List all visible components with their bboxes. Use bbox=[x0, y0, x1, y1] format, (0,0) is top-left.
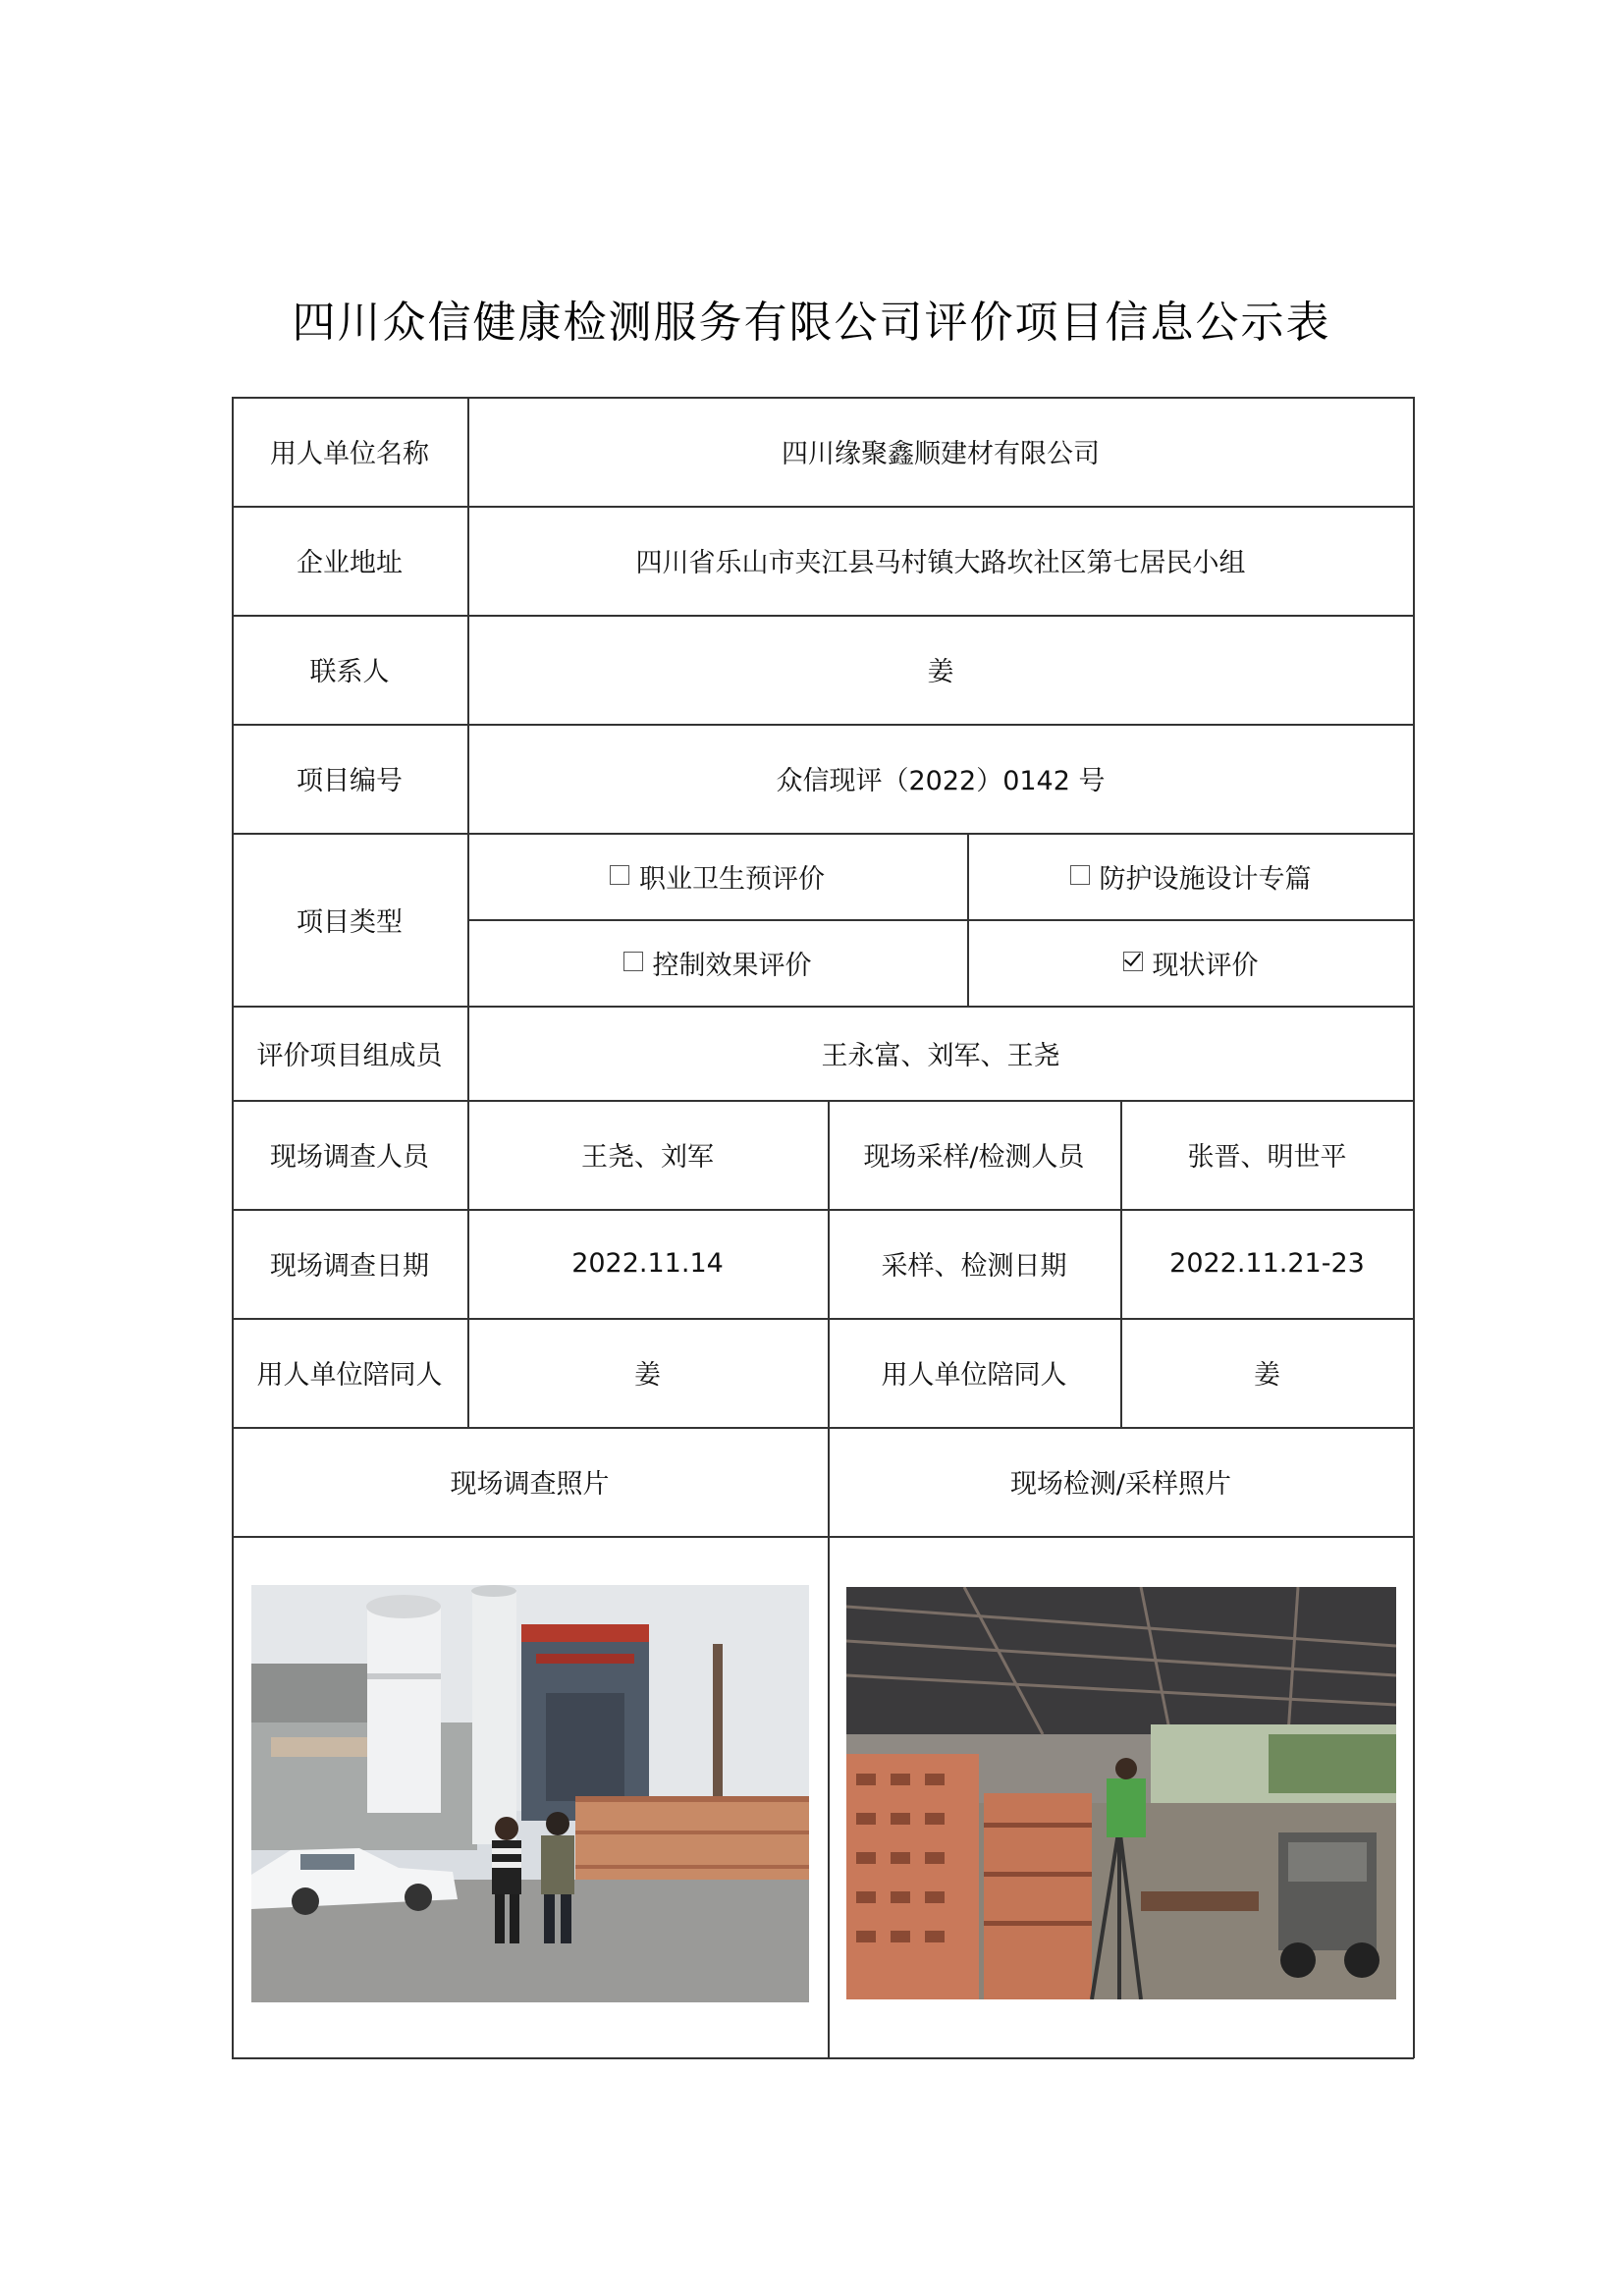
unit-name-value: 四川缘聚鑫顺建材有限公司 bbox=[782, 439, 1100, 469]
escort-value: 姜 bbox=[634, 1360, 661, 1391]
sampling-photo bbox=[846, 1587, 1396, 1999]
escort-value-2: 姜 bbox=[1254, 1360, 1280, 1391]
survey-staff-label: 现场调查人员 bbox=[270, 1142, 429, 1173]
survey-date-label: 现场调查日期 bbox=[270, 1251, 429, 1282]
team-label: 评价项目组成员 bbox=[256, 1040, 443, 1071]
option-label: 职业卫生预评价 bbox=[639, 863, 825, 895]
sampling-date-value: 2022.11.21-23 bbox=[1169, 1248, 1365, 1279]
option-pre-evaluation[interactable] bbox=[467, 833, 967, 919]
option-label: 防护设施设计专篇 bbox=[1099, 863, 1312, 895]
option-status-evaluation[interactable] bbox=[967, 919, 1414, 1006]
project-no-label: 项目编号 bbox=[297, 766, 403, 796]
sampling-staff-label: 现场采样/检测人员 bbox=[863, 1142, 1085, 1173]
contact-label: 联系人 bbox=[309, 657, 390, 687]
sampling-staff-value: 张晋、明世平 bbox=[1187, 1142, 1347, 1173]
project-no-value: 众信现评（2022）0142 号 bbox=[776, 766, 1106, 796]
address-value: 四川省乐山市夹江县马村镇大路坎社区第七居民小组 bbox=[635, 548, 1246, 578]
survey-photo-label: 现场调查照片 bbox=[450, 1469, 610, 1500]
page-title: 四川众信健康检测服务有限公司评价项目信息公示表 bbox=[292, 298, 1331, 348]
project-type-label: 项目类型 bbox=[297, 906, 403, 938]
escort-label: 用人单位陪同人 bbox=[256, 1360, 443, 1391]
option-protection-design[interactable] bbox=[967, 833, 1414, 919]
checkbox-icon[interactable] bbox=[610, 865, 629, 885]
survey-staff-value: 王尧、刘军 bbox=[581, 1142, 714, 1173]
address-label: 企业地址 bbox=[297, 548, 403, 578]
option-control-effect[interactable] bbox=[467, 919, 967, 1006]
checkbox-icon[interactable] bbox=[1070, 865, 1090, 885]
team-value: 王永富、刘军、王尧 bbox=[821, 1040, 1060, 1071]
checkbox-icon[interactable] bbox=[623, 952, 643, 971]
checkbox-checked-icon[interactable] bbox=[1123, 952, 1143, 971]
option-label: 现状评价 bbox=[1152, 950, 1259, 981]
unit-name-label: 用人单位名称 bbox=[270, 439, 429, 469]
option-label: 控制效果评价 bbox=[652, 950, 812, 981]
contact-value: 姜 bbox=[927, 657, 954, 687]
survey-photo bbox=[251, 1585, 809, 2002]
survey-date-value: 2022.11.14 bbox=[571, 1248, 724, 1279]
sampling-photo-label: 现场检测/采样照片 bbox=[1009, 1469, 1232, 1500]
info-table bbox=[232, 397, 1414, 2058]
escort-label-2: 用人单位陪同人 bbox=[881, 1360, 1067, 1391]
sampling-date-label: 采样、检测日期 bbox=[881, 1251, 1067, 1282]
